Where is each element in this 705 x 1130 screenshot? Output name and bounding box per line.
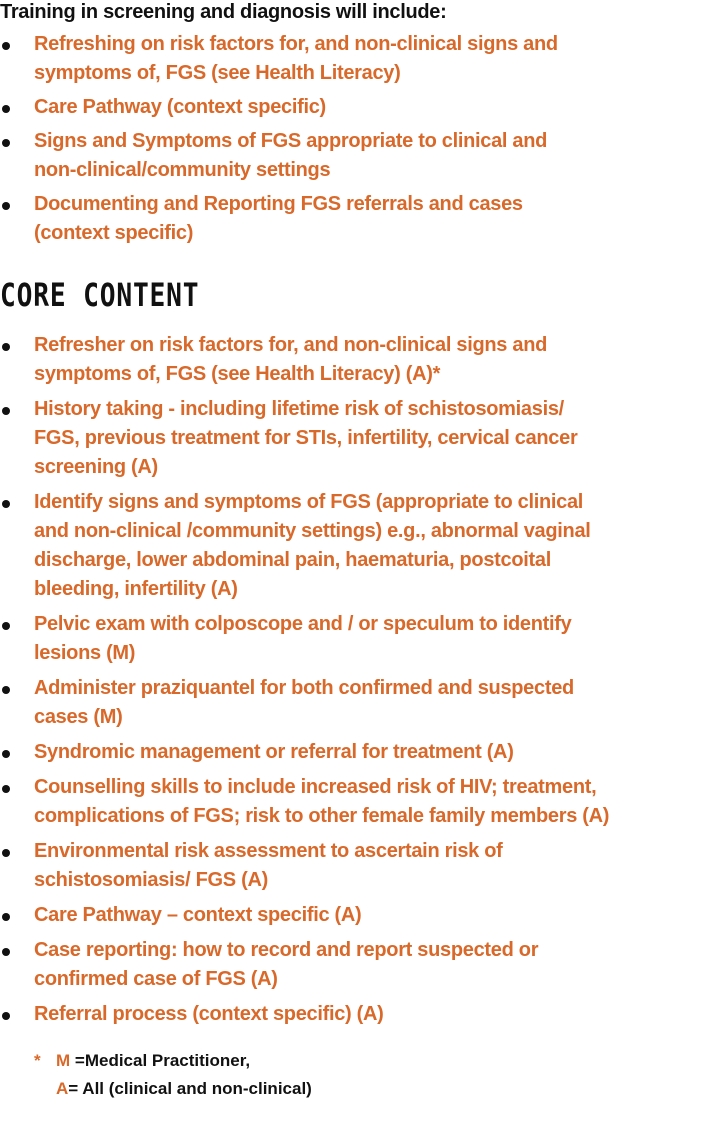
list-item-line: Identify signs and symptoms of FGS (appropriate to clinical xyxy=(34,491,584,513)
intro-text: Training in screening and diagnosis will include: xyxy=(0,1,447,23)
list-item-line: (context specific) xyxy=(34,222,194,244)
bullet-icon xyxy=(2,407,10,415)
list-item xyxy=(0,738,700,767)
list-item-line: and non-clinical /community settings) e.g., abnormal vaginal xyxy=(34,520,591,542)
list-item-line: bleeding, infertility (A) xyxy=(34,578,238,600)
list-item xyxy=(0,773,700,831)
list-item-line: symptoms of, FGS (see Health Literacy) xyxy=(34,62,401,84)
bullet-icon xyxy=(2,622,10,630)
list-item-line: Administer praziquantel for both confirmed and suspected xyxy=(34,677,574,699)
bullet-icon xyxy=(2,1012,10,1020)
footnote xyxy=(34,1047,312,1103)
list-item-line: Syndromic management or referral for treatment (A) xyxy=(34,741,514,763)
list-item xyxy=(0,488,700,604)
list-item-line: discharge, lower abdominal pain, haematuria, postcoital xyxy=(34,549,551,571)
list-item-line: lesions (M) xyxy=(34,642,136,664)
footnote-text-a: = All (clinical and non-clinical) xyxy=(68,1079,312,1098)
list-item-line: Care Pathway – context specific (A) xyxy=(34,904,362,926)
list-item xyxy=(0,1000,700,1029)
list-item-line: complications of FGS; risk to other female family members (A) xyxy=(34,805,610,827)
bullet-icon xyxy=(2,948,10,956)
list-item xyxy=(0,901,700,930)
core-content-list xyxy=(0,331,700,1035)
core-content-heading: CORE CONTENT xyxy=(0,276,200,314)
list-item-line: non-clinical/community settings xyxy=(34,159,331,181)
bullet-icon xyxy=(2,849,10,857)
list-item xyxy=(0,30,700,88)
bullet-icon xyxy=(2,500,10,508)
bullet-icon xyxy=(2,913,10,921)
list-item-line: Refresher on risk factors for, and non-clinical signs and xyxy=(34,334,548,356)
list-item xyxy=(0,127,700,185)
footnote-line-all xyxy=(34,1075,312,1103)
list-item-line: Counselling skills to include increased risk of HIV; treatment, xyxy=(34,776,597,798)
footnote-key-a: A xyxy=(56,1079,69,1098)
bullet-icon xyxy=(2,343,10,351)
list-item-line: Case reporting: how to record and report suspected or xyxy=(34,939,539,961)
list-item-line: Pelvic exam with colposcope and / or speculum to identify xyxy=(34,613,572,635)
footnote-star: * xyxy=(34,1051,41,1070)
list-item-line: screening (A) xyxy=(34,456,158,478)
training-list xyxy=(0,30,700,253)
list-item xyxy=(0,674,700,732)
bullet-icon xyxy=(2,105,10,113)
footnote-line-medical xyxy=(34,1047,312,1075)
list-item-line: symptoms of, FGS (see Health Literacy) (A)* xyxy=(34,363,441,385)
list-item-line: Refreshing on risk factors for, and non-clinical signs and xyxy=(34,33,558,55)
list-item-line: schistosomiasis/ FGS (A) xyxy=(34,869,268,891)
list-item-line: Care Pathway (context specific) xyxy=(34,96,326,118)
list-item xyxy=(0,610,700,668)
list-item-line: confirmed case of FGS (A) xyxy=(34,968,278,990)
list-item-line: Documenting and Reporting FGS referrals and cases xyxy=(34,193,523,215)
list-item xyxy=(0,190,700,248)
bullet-icon xyxy=(2,42,10,50)
bullet-icon xyxy=(2,785,10,793)
list-item xyxy=(0,395,700,482)
list-item-line: Signs and Symptoms of FGS appropriate to clinical and xyxy=(34,130,548,152)
bullet-icon xyxy=(2,686,10,694)
bullet-icon xyxy=(2,139,10,147)
list-item xyxy=(0,331,700,389)
list-item xyxy=(0,93,700,122)
bullet-icon xyxy=(2,750,10,758)
list-item-line: Referral process (context specific) (A) xyxy=(34,1003,384,1025)
bullet-icon xyxy=(2,202,10,210)
list-item-line: cases (M) xyxy=(34,706,123,728)
list-item-line: Environmental risk assessment to ascertain risk of xyxy=(34,840,503,862)
footnote-text-m: =Medical Practitioner, xyxy=(70,1051,251,1070)
footnote-key-m: M xyxy=(56,1051,71,1070)
list-item-line: FGS, previous treatment for STIs, infertility, cervical cancer xyxy=(34,427,578,449)
list-item xyxy=(0,837,700,895)
list-item-line: History taking - including lifetime risk of schistosomiasis/ xyxy=(34,398,564,420)
list-item xyxy=(0,936,700,994)
